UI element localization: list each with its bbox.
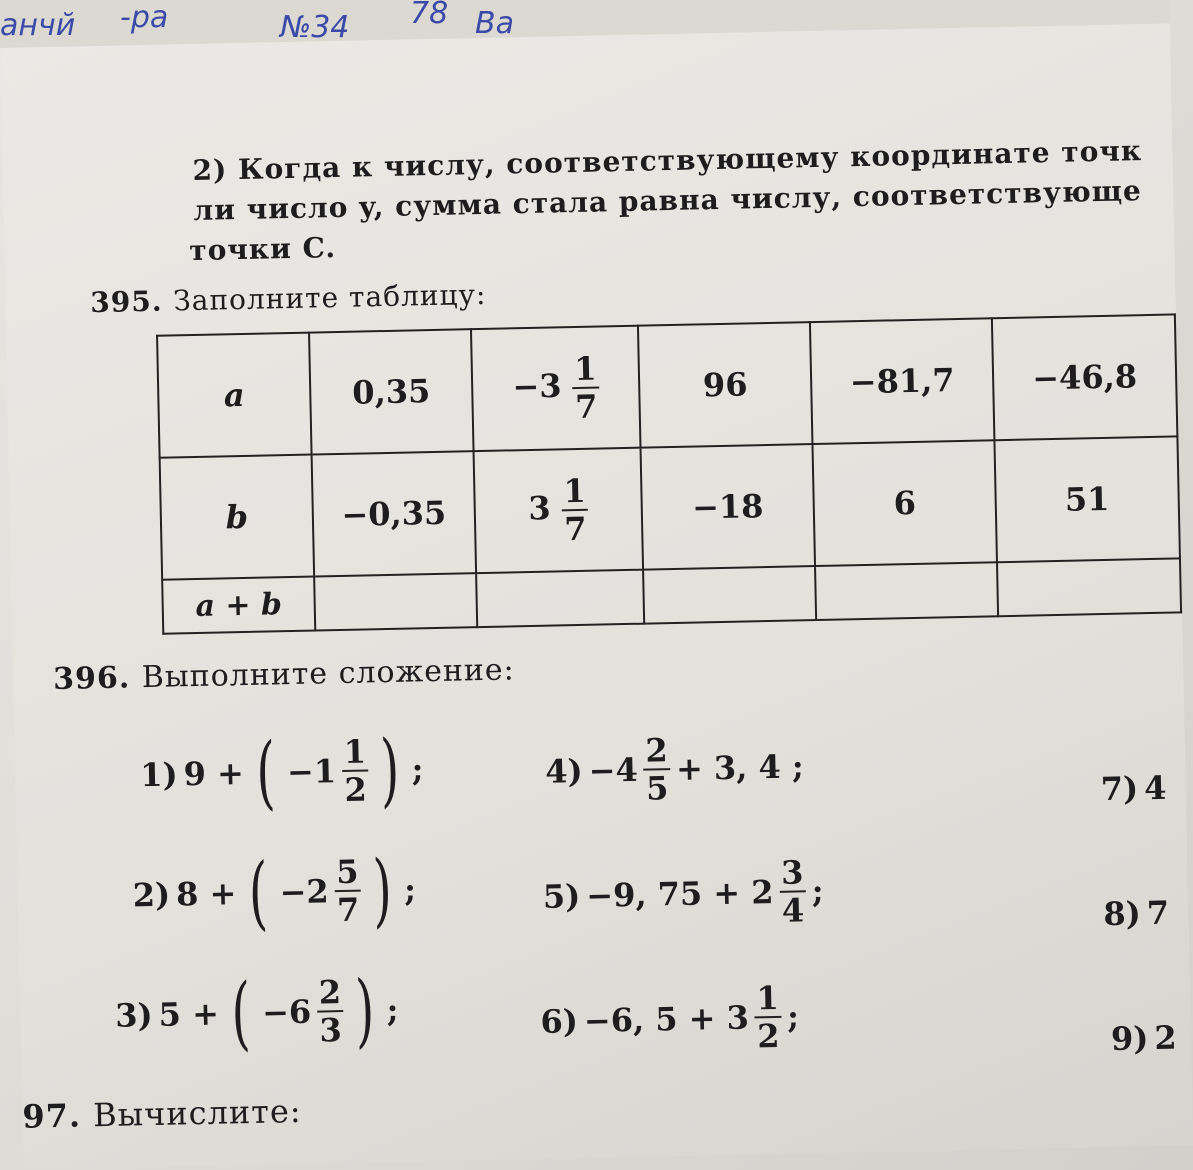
ex396-item-8: 8) 7	[1102, 893, 1170, 934]
cell-sum-5	[997, 558, 1181, 616]
ex395-heading	[90, 278, 487, 319]
cell-a-2-fraction: $\frac{1}{7}$	[573, 349, 598, 427]
cell-a-3: 96	[638, 322, 813, 448]
textbook-page	[0, 23, 1193, 1169]
table-row-b	[160, 436, 1180, 579]
row-label-a: a	[157, 333, 312, 458]
cell-sum-2	[476, 570, 644, 627]
ex397-heading	[22, 1092, 302, 1136]
ex396-item-5: 5) −9, 75 + 2 $\frac{3}{4}$ ;	[542, 853, 824, 930]
cell-a-5: −46,8	[992, 314, 1178, 440]
cell-b-5: 51	[994, 436, 1180, 562]
cell-b-2-whole: 3	[528, 489, 552, 528]
handwriting-5: Ва	[475, 6, 514, 41]
row-label-sum: a + b	[162, 577, 315, 634]
cell-b-1: −0,35	[312, 451, 477, 576]
intro-line-2: ли число y, сумма стала равна числу, соответствующе	[193, 174, 1143, 227]
cell-a-1: 0,35	[309, 329, 474, 454]
ex397-number: 97.	[21, 1096, 82, 1136]
ex395-number: 395.	[90, 284, 163, 320]
cell-sum-4	[815, 562, 998, 620]
ex395-title: Заполните таблицу:	[172, 277, 487, 318]
row-label-b: b	[160, 455, 315, 580]
ex396-item-1: 1) 9 + ( −1 $\frac{1}{2}$ ) ;	[139, 722, 424, 819]
ex396-item-4: 4) −4 $\frac{2}{5}$ + 3, 4 ;	[544, 731, 805, 808]
cell-a-2-whole: −3	[512, 366, 562, 406]
cell-a-2	[471, 326, 641, 451]
table-row-a	[157, 314, 1177, 457]
cell-b-3: −18	[641, 444, 816, 570]
ex396-item-2: 2) 8 + ( −2 $\frac{5}{7}$ ) ;	[132, 842, 417, 939]
cell-sum-3	[643, 566, 816, 624]
handwriting-4: 78	[410, 0, 449, 31]
cell-b-4: 6	[812, 440, 997, 566]
ex396-item-6: 6) −6, 5 + 3 $\frac{1}{2}$ ;	[540, 978, 800, 1056]
ex396-item-7: 7) 4	[1100, 768, 1167, 809]
cell-b-2-fraction: $\frac{1}{7}$	[563, 471, 587, 549]
ex396-title: Выполните сложение:	[141, 652, 516, 696]
handwriting-2: -ра	[120, 0, 169, 35]
cell-sum-1	[314, 573, 477, 630]
ex396-item-9: 9) 2	[1110, 1018, 1178, 1058]
ex397-title: Вычислите:	[92, 1091, 303, 1135]
cell-a-4: −81,7	[810, 318, 995, 444]
intro-line-1: 2) Когда к числу, соответствующему координате точк	[192, 134, 1143, 187]
ex396-number: 396.	[52, 660, 131, 698]
cell-b-2	[474, 448, 644, 573]
handwriting-3: №34	[280, 10, 350, 45]
intro-line-3: точки C.	[188, 231, 337, 268]
handwriting-1: анчй	[0, 8, 76, 43]
fill-table	[156, 313, 1182, 634]
ex396-heading	[53, 652, 515, 697]
ex396-item-3: 3) 5 + ( −6 $\frac{2}{3}$ ) ;	[114, 963, 399, 1060]
